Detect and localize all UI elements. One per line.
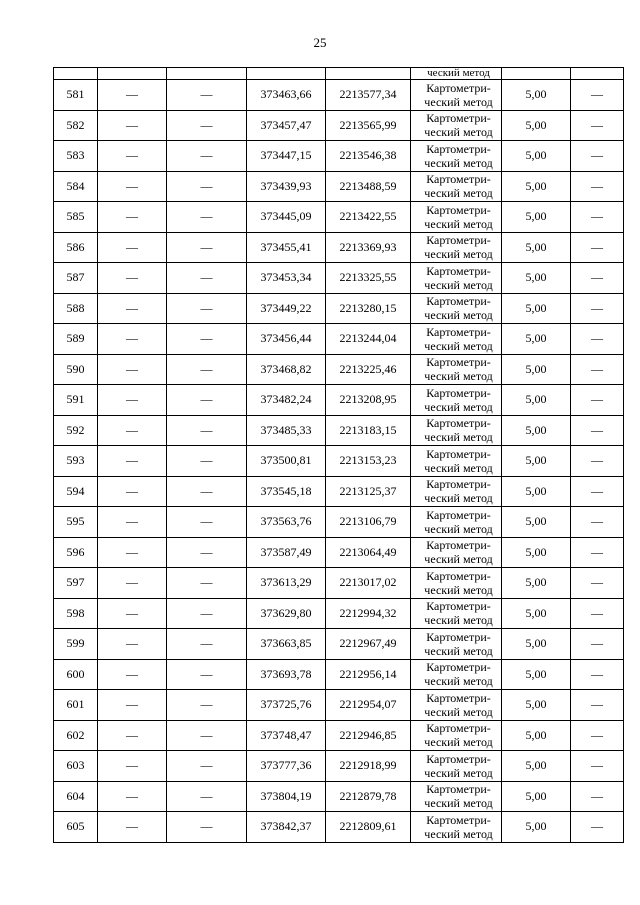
y-coordinate-cell: 2213225,46 [326,354,411,385]
method-line-2: ческий метод [424,796,493,811]
x-coordinate-cell: 373804,19 [247,781,326,812]
method-cell [411,324,502,355]
dash-cell: — [98,690,167,721]
dash-cell: — [167,507,247,538]
table-row [54,598,624,629]
accuracy-cell: 5,00 [502,720,571,751]
x-coordinate-cell: 373456,44 [247,324,326,355]
method-cell [411,171,502,202]
accuracy-cell: 5,00 [502,629,571,660]
method-cell [411,720,502,751]
table-cell [571,68,624,80]
x-coordinate-cell: 373449,22 [247,293,326,324]
table-cell [54,68,98,80]
table-row [54,507,624,538]
x-coordinate-cell: 373453,34 [247,263,326,294]
dash-cell: — [98,812,167,843]
table-row [54,171,624,202]
dash-cell: — [98,80,167,111]
method-line-2: ческий метод [424,369,493,384]
method-line-1: Картометри- [426,507,491,522]
dash-cell: — [167,720,247,751]
method-line-1: Картометри- [426,599,491,614]
dash-cell: — [571,659,624,690]
method-cell [411,141,502,172]
dash-cell: — [571,293,624,324]
method-line-1: Картометри- [426,568,491,583]
method-line-1: Картометри- [426,812,491,827]
point-number-cell: 604 [54,781,98,812]
method-cell [411,812,502,843]
method-cell [411,293,502,324]
table-cell [167,68,247,80]
accuracy-cell: 5,00 [502,110,571,141]
method-line-2: ческий метод [424,613,493,628]
table-row [54,415,624,446]
accuracy-cell: 5,00 [502,812,571,843]
point-number-cell: 594 [54,476,98,507]
x-coordinate-cell: 373725,76 [247,690,326,721]
dash-cell: — [571,202,624,233]
dash-cell: — [571,263,624,294]
y-coordinate-cell: 2213208,95 [326,385,411,416]
method-line-1: Картометри- [426,324,491,339]
dash-cell: — [571,110,624,141]
point-number-cell: 583 [54,141,98,172]
dash-cell: — [167,812,247,843]
dash-cell: — [167,324,247,355]
x-coordinate-cell: 373447,15 [247,141,326,172]
x-coordinate-cell: 373482,24 [247,385,326,416]
method-line-2: ческий метод [424,491,493,506]
dash-cell: — [98,141,167,172]
table-row [54,354,624,385]
dash-cell: — [98,385,167,416]
dash-cell: — [167,202,247,233]
method-line-2: ческий метод [424,826,493,841]
y-coordinate-cell: 2213369,93 [326,232,411,263]
y-coordinate-cell: 2213280,15 [326,293,411,324]
table-row [54,720,624,751]
x-coordinate-cell: 373693,78 [247,659,326,690]
x-coordinate-cell: 373463,66 [247,80,326,111]
method-line-2: ческий метод [424,94,493,109]
point-number-cell: 589 [54,324,98,355]
dash-cell: — [167,751,247,782]
point-number-cell: 600 [54,659,98,690]
y-coordinate-cell: 2213488,59 [326,171,411,202]
dash-cell: — [571,568,624,599]
method-cell [411,537,502,568]
accuracy-cell: 5,00 [502,324,571,355]
accuracy-cell: 5,00 [502,171,571,202]
table-row [54,324,624,355]
method-line-2: ческий метод [424,582,493,597]
x-coordinate-cell: 373439,93 [247,171,326,202]
y-coordinate-cell: 2212967,49 [326,629,411,660]
accuracy-cell: 5,00 [502,232,571,263]
dash-cell: — [167,263,247,294]
table-row [54,263,624,294]
dash-cell: — [167,171,247,202]
y-coordinate-cell: 2213064,49 [326,537,411,568]
method-cell [411,690,502,721]
method-cell [411,598,502,629]
dash-cell: — [98,293,167,324]
method-line-2: ческий метод [424,735,493,750]
dash-cell: — [167,476,247,507]
dash-cell: — [571,629,624,660]
y-coordinate-cell: 2212994,32 [326,598,411,629]
x-coordinate-cell: 373663,85 [247,629,326,660]
x-coordinate-cell: 373455,41 [247,232,326,263]
accuracy-cell: 5,00 [502,385,571,416]
dash-cell: — [571,415,624,446]
dash-cell: — [571,781,624,812]
table-cell [502,68,571,80]
x-coordinate-cell: 373777,36 [247,751,326,782]
method-cell [411,110,502,141]
accuracy-cell: 5,00 [502,263,571,294]
x-coordinate-cell: 373485,33 [247,415,326,446]
method-line-1: Картометри- [426,233,491,248]
method-cell [411,446,502,477]
table-row [54,202,624,233]
method-line-2: ческий метод [424,674,493,689]
method-line-2: ческий метод [424,430,493,445]
point-number-cell: 582 [54,110,98,141]
x-coordinate-cell: 373468,82 [247,354,326,385]
method-line-2: ческий метод [424,216,493,231]
accuracy-cell: 5,00 [502,690,571,721]
table-cell [247,68,326,80]
method-cell [411,568,502,599]
point-number-cell: 601 [54,690,98,721]
x-coordinate-cell: 373563,76 [247,507,326,538]
table-row [54,568,624,599]
dash-cell: — [571,232,624,263]
table-cell [326,68,411,80]
dash-cell: — [167,385,247,416]
method-line-1: Картометри- [426,111,491,126]
method-cell [411,507,502,538]
dash-cell: — [98,171,167,202]
accuracy-cell: 5,00 [502,202,571,233]
dash-cell: — [571,141,624,172]
method-line-2: ческий метод [424,765,493,780]
page-number: 25 [313,35,327,50]
method-line-2: ческий метод [424,399,493,414]
dash-cell: — [98,659,167,690]
table-row [54,781,624,812]
method-line-1: Картометри- [426,263,491,278]
y-coordinate-cell: 2213153,23 [326,446,411,477]
dash-cell: — [167,232,247,263]
method-line-1: Картометри- [426,538,491,553]
accuracy-cell: 5,00 [502,781,571,812]
point-number-cell: 598 [54,598,98,629]
x-coordinate-cell: 373500,81 [247,446,326,477]
x-coordinate-cell: 373445,09 [247,202,326,233]
accuracy-cell: 5,00 [502,415,571,446]
dash-cell: — [571,812,624,843]
table-cell [98,68,167,80]
x-coordinate-cell: 373613,29 [247,568,326,599]
table-row [54,476,624,507]
dash-cell: — [571,751,624,782]
point-number-cell: 597 [54,568,98,599]
y-coordinate-cell: 2213577,34 [326,80,411,111]
dash-cell: — [167,110,247,141]
dash-cell: — [167,781,247,812]
dash-cell: — [98,446,167,477]
accuracy-cell: 5,00 [502,507,571,538]
y-coordinate-cell: 2213565,99 [326,110,411,141]
dash-cell: — [167,537,247,568]
method-cell: ческий метод [411,68,502,80]
table-row [54,385,624,416]
dash-cell: — [98,354,167,385]
point-number-cell: 585 [54,202,98,233]
dash-cell: — [167,598,247,629]
y-coordinate-cell: 2212809,61 [326,812,411,843]
method-line-1: Картометри- [426,294,491,309]
point-number-cell: 602 [54,720,98,751]
dash-cell: — [571,476,624,507]
y-coordinate-cell: 2213325,55 [326,263,411,294]
dash-cell: — [98,720,167,751]
dash-cell: — [98,568,167,599]
point-number-cell: 595 [54,507,98,538]
dash-cell: — [167,629,247,660]
point-number-cell: 586 [54,232,98,263]
dash-cell: — [167,568,247,599]
method-line-1: Картометри- [426,80,491,95]
method-line-1: Картометри- [426,141,491,156]
method-cell [411,202,502,233]
method-line-2: ческий метод [424,247,493,262]
dash-cell: — [98,781,167,812]
point-number-cell: 581 [54,80,98,111]
table-row [54,80,624,111]
accuracy-cell: 5,00 [502,568,571,599]
method-line-1: Картометри- [426,446,491,461]
dash-cell: — [167,80,247,111]
method-line-2: ческий метод [424,155,493,170]
method-line-1: Картометри- [426,782,491,797]
method-line-1: Картометри- [426,660,491,675]
point-number-cell: 599 [54,629,98,660]
accuracy-cell: 5,00 [502,80,571,111]
dash-cell: — [167,141,247,172]
method-line-1: Картометри- [426,355,491,370]
dash-cell: — [98,324,167,355]
y-coordinate-cell: 2212879,78 [326,781,411,812]
method-line-1: Картометри- [426,202,491,217]
table-row [54,293,624,324]
dash-cell: — [571,598,624,629]
accuracy-cell: 5,00 [502,751,571,782]
point-number-cell: 596 [54,537,98,568]
method-line-2: ческий метод [424,125,493,140]
point-number-cell: 593 [54,446,98,477]
y-coordinate-cell: 2212946,85 [326,720,411,751]
method-line-2: ческий метод [424,460,493,475]
method-cell [411,659,502,690]
y-coordinate-cell: 2213017,02 [326,568,411,599]
table-row [54,537,624,568]
accuracy-cell: 5,00 [502,476,571,507]
y-coordinate-cell: 2212956,14 [326,659,411,690]
table-row [54,141,624,172]
dash-cell: — [98,476,167,507]
dash-cell: — [167,354,247,385]
x-coordinate-cell: 373629,80 [247,598,326,629]
x-coordinate-cell: 373545,18 [247,476,326,507]
x-coordinate-cell: 373748,47 [247,720,326,751]
table-row [54,690,624,721]
method-line-1: Картометри- [426,629,491,644]
method-line-2: ческий метод [424,704,493,719]
dash-cell: — [167,690,247,721]
method-cell [411,80,502,111]
method-cell [411,629,502,660]
dash-cell: — [98,751,167,782]
dash-cell: — [571,385,624,416]
dash-cell: — [571,324,624,355]
y-coordinate-cell: 2212918,99 [326,751,411,782]
method-cell [411,476,502,507]
dash-cell: — [571,507,624,538]
y-coordinate-cell: 2212954,07 [326,690,411,721]
method-cell [411,415,502,446]
dash-cell: — [167,446,247,477]
method-line-2: ческий метод [424,338,493,353]
accuracy-cell: 5,00 [502,598,571,629]
method-line-2: ческий метод [424,643,493,658]
point-number-cell: 591 [54,385,98,416]
method-cell [411,354,502,385]
table-row [54,659,624,690]
accuracy-cell: 5,00 [502,293,571,324]
y-coordinate-cell: 2213422,55 [326,202,411,233]
dash-cell: — [167,415,247,446]
dash-cell: — [571,720,624,751]
x-coordinate-cell: 373842,37 [247,812,326,843]
x-coordinate-cell: 373457,47 [247,110,326,141]
method-cell [411,751,502,782]
method-line-2: ческий метод [424,552,493,567]
coordinates-table [53,67,624,843]
method-line-2: ческий метод [424,277,493,292]
point-number-cell: 590 [54,354,98,385]
method-line-2: ческий метод [424,308,493,323]
dash-cell: — [167,659,247,690]
point-number-cell: 588 [54,293,98,324]
dash-cell: — [98,202,167,233]
method-line-1: Картометри- [426,385,491,400]
accuracy-cell: 5,00 [502,537,571,568]
dash-cell: — [98,110,167,141]
method-line-2: ческий метод [424,186,493,201]
dash-cell: — [98,415,167,446]
point-number-cell: 605 [54,812,98,843]
method-line-1: Картометри- [426,172,491,187]
dash-cell: — [571,354,624,385]
dash-cell: — [98,537,167,568]
accuracy-cell: 5,00 [502,354,571,385]
method-cell [411,232,502,263]
point-number-cell: 603 [54,751,98,782]
table-row [54,751,624,782]
accuracy-cell: 5,00 [502,446,571,477]
dash-cell: — [167,293,247,324]
x-coordinate-cell: 373587,49 [247,537,326,568]
method-cell [411,781,502,812]
dash-cell: — [571,446,624,477]
dash-cell: — [98,263,167,294]
dash-cell: — [98,629,167,660]
method-line-1: Картометри- [426,751,491,766]
y-coordinate-cell: 2213106,79 [326,507,411,538]
method-line-1: Картометри- [426,690,491,705]
table-row [54,629,624,660]
method-line-1: Картометри- [426,721,491,736]
accuracy-cell: 5,00 [502,659,571,690]
method-line-2: ческий метод [424,521,493,536]
table-row [54,232,624,263]
y-coordinate-cell: 2213244,04 [326,324,411,355]
y-coordinate-cell: 2213125,37 [326,476,411,507]
y-coordinate-cell: 2213546,38 [326,141,411,172]
point-number-cell: 584 [54,171,98,202]
method-line-1: Картометри- [426,477,491,492]
dash-cell: — [571,537,624,568]
method-line-1: Картометри- [426,416,491,431]
dash-cell: — [98,598,167,629]
continuation-row [54,68,624,80]
dash-cell: — [571,690,624,721]
table-row [54,446,624,477]
y-coordinate-cell: 2213183,15 [326,415,411,446]
dash-cell: — [98,232,167,263]
table-row [54,812,624,843]
point-number-cell: 592 [54,415,98,446]
method-cell [411,385,502,416]
table-row [54,110,624,141]
dash-cell: — [571,171,624,202]
dash-cell: — [98,507,167,538]
accuracy-cell: 5,00 [502,141,571,172]
method-cell [411,263,502,294]
point-number-cell: 587 [54,263,98,294]
dash-cell: — [571,80,624,111]
